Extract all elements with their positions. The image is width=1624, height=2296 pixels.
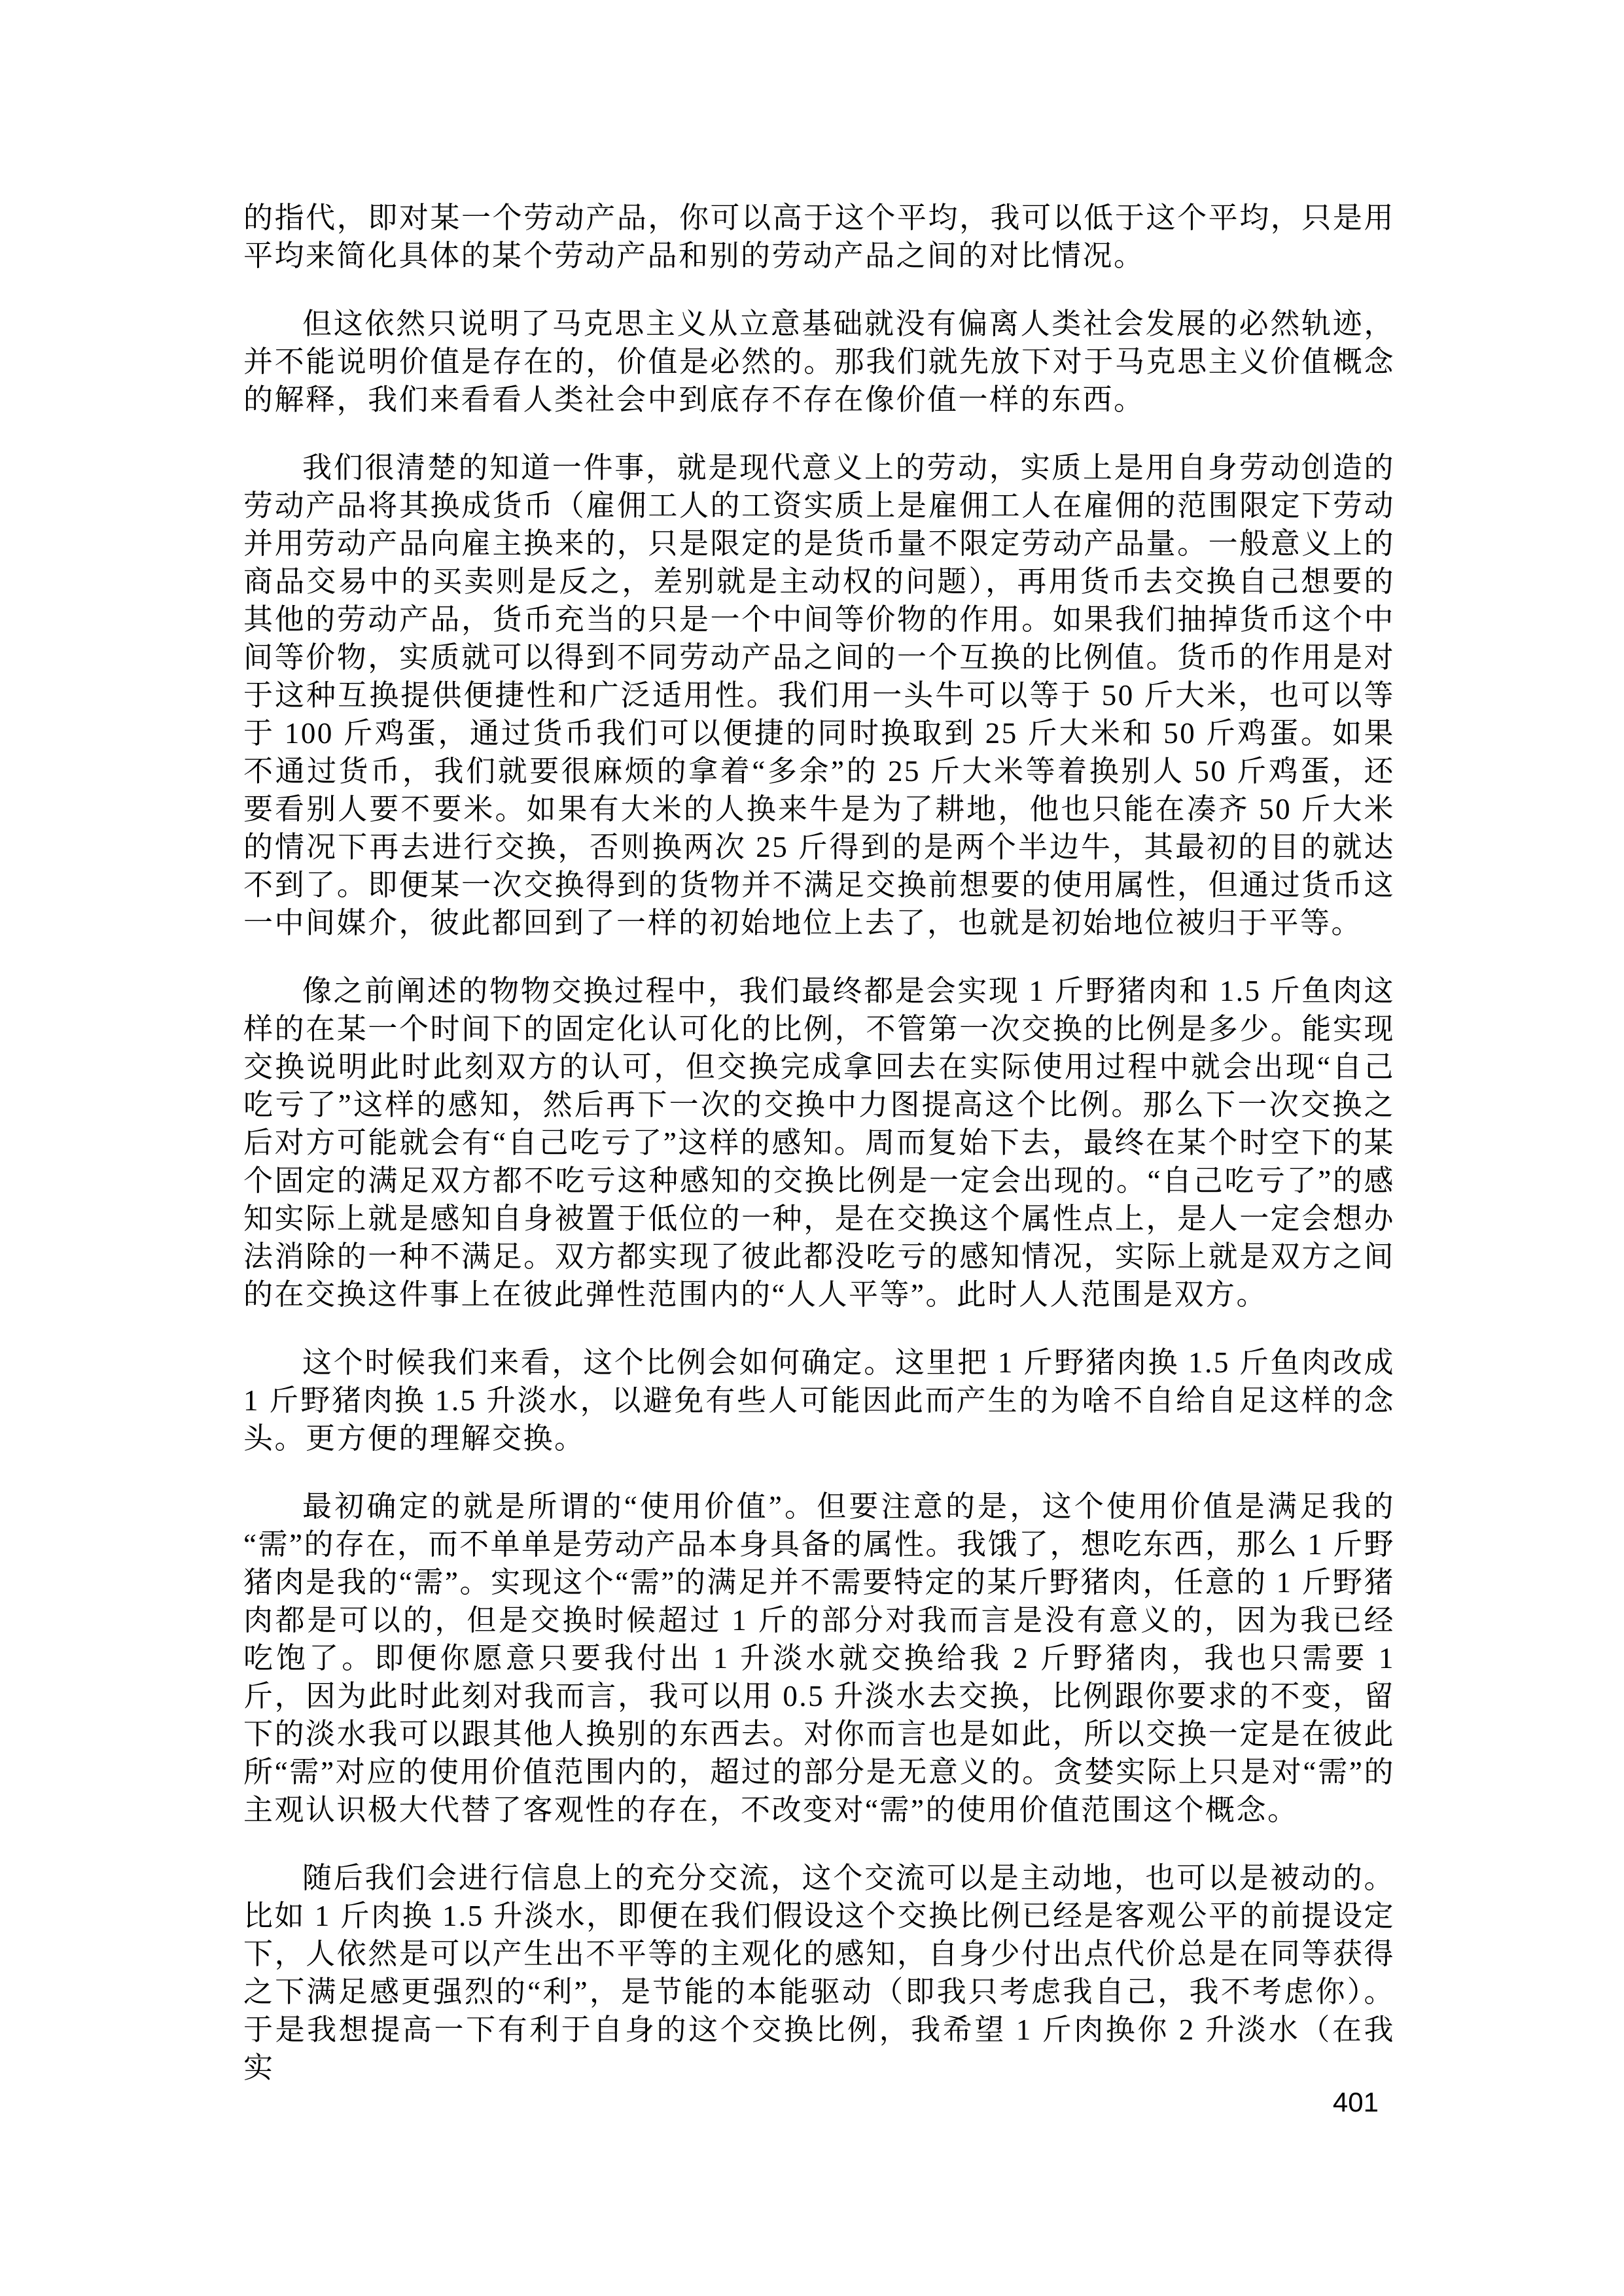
paragraph: 最初确定的就是所谓的“使用价值”。但要注意的是，这个使用价值是满足我的“需”的存在，而不单单是劳动产品本身具备的属性。我饿了，想吃东西，那么 1 斤野猪肉是我的“需”。实现这个“需”的满足并不需要特定的某斤野猪肉，任意的 1 斤野猪肉都是可以的，但是交换时候超过 1 斤的部分对我而言是没有意义的，因为我已经吃饱了。即便你愿意只要我付出 1 升淡水就交换给我 2 斤野猪肉，我也只需要 1 斤，因为此时此刻对我而言，我可以用 0.5 升淡水去交换，比例跟你要求的不变，留下的淡水我可以跟其他人换别的东西去。对你而言也是如此，所以交换一定是在彼此所“需”对应的使用价值范围内的，超过的部分是无意义的。贪婪实际上只是对“需”的主观认识极大代替了客观性的存在，不改变对“需”的使用价值范围这个概念。 [243, 1490, 1395, 1826]
paragraph: 像之前阐述的物物交换过程中，我们最终都是会实现 1 斤野猪肉和 1.5 斤鱼肉这样的在某一个时间下的固定化认可化的比例，不管第一次交换的比例是多少。能实现交换说明此时此刻双方的认可，但交换完成拿回去在实际使用过程中就会出现“自己吃亏了”这样的感知，然后再下一次的交换中力图提高这个比例。那么下一次交换之后对方可能就会有“自己吃亏了”这样的感知。周而复始下去，最终在某个时空下的某个固定的满足双方都不吃亏这种感知的交换比例是一定会出现的。“自己吃亏了”的感知实际上就是感知自身被置于低位的一种，是在交换这个属性点上，是人一定会想办法消除的一种不满足。双方都实现了彼此都没吃亏的感知情况，实际上就是双方之间的在交换这件事上在彼此弹性范围内的“人人平等”。此时人人范围是双方。 [243, 975, 1395, 1311]
paragraph: 我们很清楚的知道一件事，就是现代意义上的劳动，实质上是用自身劳动创造的劳动产品将其换成货币（雇佣工人的工资实质上是雇佣工人在雇佣的范围限定下劳动并用劳动产品向雇主换来的，只是限定的是货币量不限定劳动产品量。一般意义上的商品交易中的买卖则是反之，差别就是主动权的问题），再用货币去交换自己想要的其他的劳动产品，货币充当的只是一个中间等价物的作用。如果我们抽掉货币这个中间等价物，实质就可以得到不同劳动产品之间的一个互换的比例值。货币的作用是对于这种互换提供便捷性和广泛适用性。我们用一头牛可以等于 50 斤大米，也可以等于 100 斤鸡蛋，通过货币我们可以便捷的同时换取到 25 斤大米和 50 斤鸡蛋。如果不通过货币，我们就要很麻烦的拿着“多余”的 25 斤大米等着换别人 50 斤鸡蛋，还要看别人要不要米。如果有大米的人换来牛是为了耕地，他也只能在凑齐 50 斤大米的情况下再去进行交换，否则换两次 25 斤得到的是两个半边牛，其最初的目的就达不到了。即便某一次交换得到的货物并不满足交换前想要的使用属性，但通过货币这一中间媒介，彼此都回到了一样的初始地位上去了，也就是初始地位被归于平等。 [243, 451, 1395, 939]
paragraph: 随后我们会进行信息上的充分交流，这个交流可以是主动地，也可以是被动的。比如 1 斤肉换 1.5 升淡水，即便在我们假设这个交换比例已经是客观公平的前提设定下，人依然是可以产生出不平等的主观化的感知，自身少付出点代价总是在同等获得之下满足感更强烈的“利”，是节能的本能驱动（即我只考虑我自己，我不考虑你）。于是我想提高一下有利于自身的这个交换比例，我希望 1 斤肉换你 2 升淡水（在我实 [243, 1862, 1395, 2084]
paragraph: 但这依然只说明了马克思主义从立意基础就没有偏离人类社会发展的必然轨迹，并不能说明价值是存在的，价值是必然的。那我们就先放下对于马克思主义价值概念的解释，我们来看看人类社会中到底存不存在像价值一样的东西。 [243, 307, 1395, 416]
page-number: 401 [1332, 2087, 1379, 2117]
document-body [243, 199, 1395, 2087]
paragraph: 的指代，即对某一个劳动产品，你可以高于这个平均，我可以低于这个平均，只是用平均来简化具体的某个劳动产品和别的劳动产品之间的对比情况。 [243, 201, 1395, 272]
paragraph: 这个时候我们来看，这个比例会如何确定。这里把 1 斤野猪肉换 1.5 斤鱼肉改成 1 斤野猪肉换 1.5 升淡水，以避免有些人可能因此而产生的为啥不自给自足这样的念头。更方便的理解交换。 [243, 1346, 1395, 1455]
